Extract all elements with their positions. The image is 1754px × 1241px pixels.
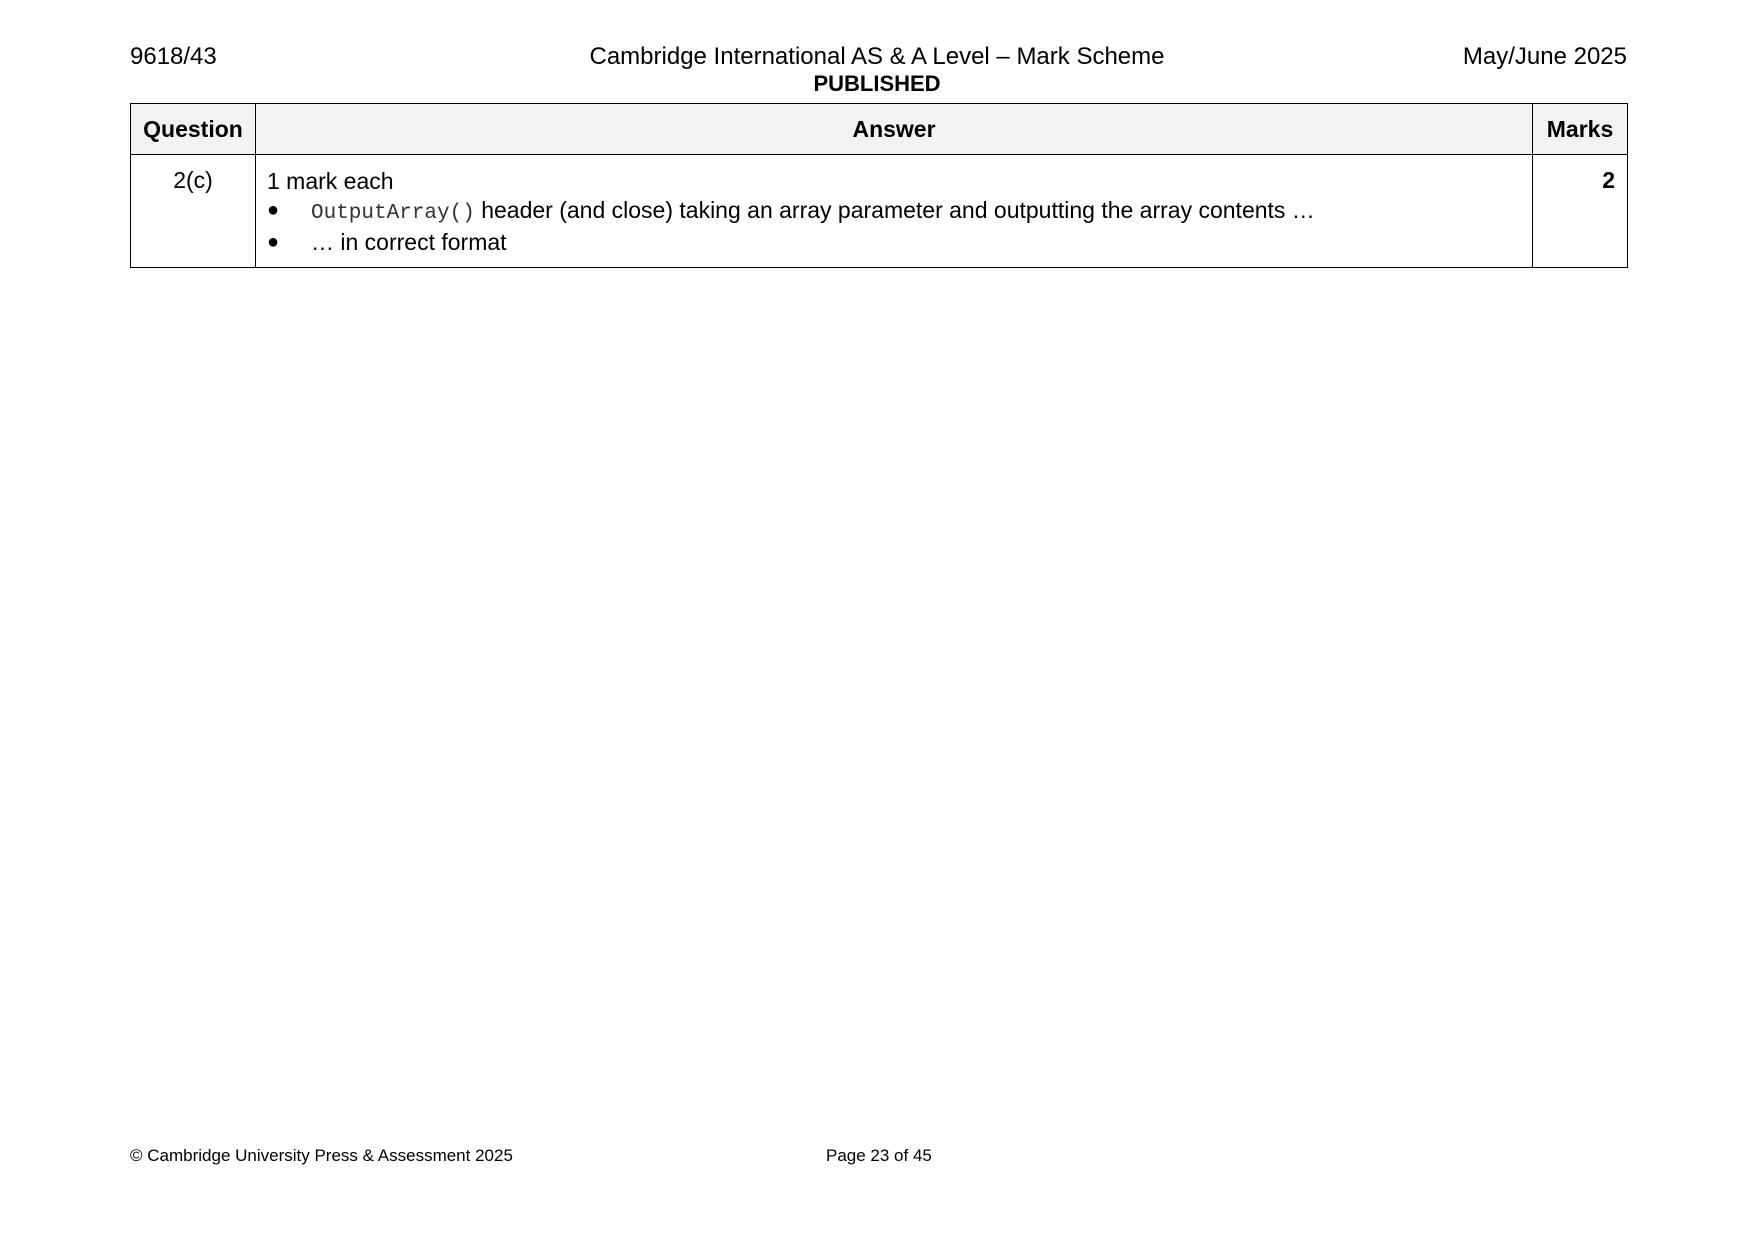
question-number: 2(c) — [131, 155, 256, 268]
marks-value: 2 — [1533, 155, 1628, 268]
paper-code: 9618/43 — [130, 43, 217, 70]
marks-column-header: Marks — [1533, 104, 1628, 155]
code-identifier: OutputArray() — [311, 202, 475, 225]
answer-intro: 1 mark each — [267, 168, 394, 194]
answer-column-header: Answer — [256, 104, 1533, 155]
answer-bullet — [267, 228, 1522, 257]
answer-bullet-list — [267, 196, 1522, 257]
answer-cell — [256, 155, 1533, 268]
question-column-header: Question — [131, 104, 256, 155]
bullet-icon: ● — [267, 199, 280, 221]
copyright-notice: © Cambridge University Press & Assessment 2025 — [130, 1146, 513, 1165]
bullet-text: … in correct format — [311, 229, 507, 255]
page-number: Page 23 of 45 — [826, 1146, 932, 1165]
published-label: PUBLISHED — [813, 71, 941, 96]
document-title: Cambridge International AS & A Level – Mark Scheme — [589, 43, 1165, 70]
bullet-icon: ● — [267, 231, 280, 253]
bullet-text: header (and close) taking an array parameter and outputting the array contents … — [474, 197, 1315, 223]
mark-scheme-table — [130, 103, 1628, 268]
exam-session: May/June 2025 — [1462, 43, 1627, 70]
table-row — [131, 155, 1628, 268]
answer-bullet — [267, 196, 1522, 228]
table-header-row — [131, 104, 1628, 155]
